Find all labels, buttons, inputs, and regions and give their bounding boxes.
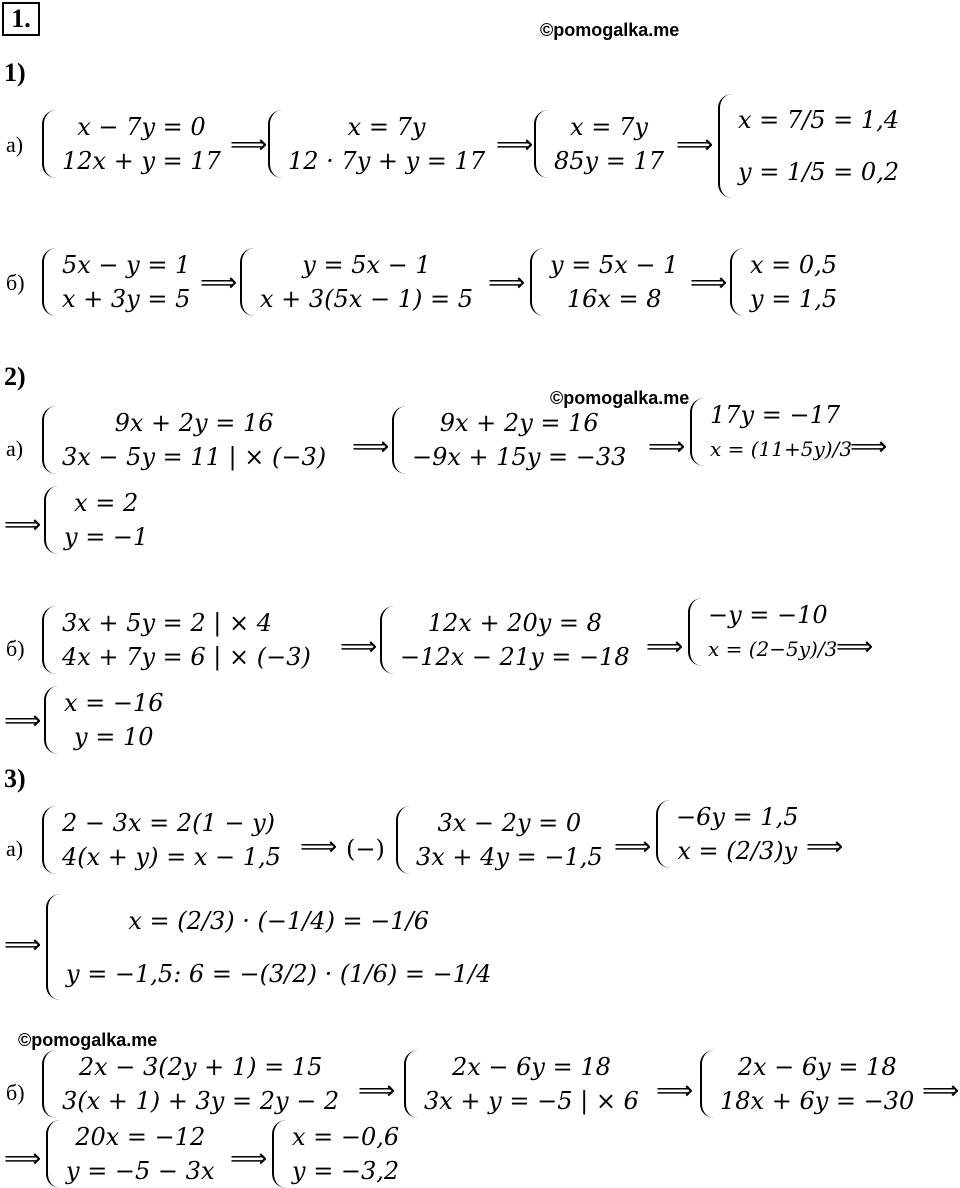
system-1a-4 (718, 94, 899, 198)
label-3b: б) (6, 1080, 25, 1105)
equation-line: 85y = 17 (554, 147, 665, 175)
implies-arrow: ⟹ (488, 268, 526, 298)
equation-line: 4x + 7y = 6 | × (−3) (62, 643, 311, 671)
implies-arrow: ⟹ (4, 510, 42, 540)
implies-arrow: ⟹ (922, 1076, 960, 1106)
system-3a-3 (656, 800, 798, 868)
implies-arrow: ⟹ (200, 268, 238, 298)
equation-line: y = 1,5 (750, 285, 838, 313)
equation-line: 3x + 5y = 2 | × 4 (62, 609, 272, 637)
equation-line: x = (2−5y)/3 (708, 637, 838, 661)
watermark: ©pomogalka.me (540, 20, 680, 40)
equation-line: x = −0,6 (292, 1123, 400, 1151)
watermark: ©pomogalka.me (18, 1030, 158, 1050)
equation-line: 17y = −17 (710, 401, 841, 429)
equation-line: y = −3,2 (292, 1157, 400, 1185)
equation-line: −y = −10 (708, 601, 828, 629)
equation-line: x = 7/5 = 1,4 (738, 106, 900, 134)
system-3b-2 (404, 1050, 639, 1118)
equation-line: y = −1 (64, 523, 149, 551)
part-3-heading: 3) (4, 764, 26, 793)
implies-arrow: ⟹ (836, 632, 874, 662)
system-1b-1 (42, 248, 190, 316)
implies-arrow: ⟹ (4, 706, 42, 736)
implies-arrow: ⟹ (690, 268, 728, 298)
equation-line: 2x − 3(2y + 1) = 15 (78, 1053, 323, 1081)
watermark: ©pomogalka.me (550, 388, 690, 408)
system-3a-2 (396, 806, 603, 874)
system-3a-4 (46, 894, 491, 1000)
system-3b-3 (700, 1050, 914, 1118)
equation-line: 18x + 6y = −30 (720, 1087, 915, 1115)
system-2a-3 (690, 398, 852, 466)
implies-arrow: ⟹ (4, 1144, 42, 1174)
equation-line: y = −1,5: 6 = −(3/2) · (1/6) = −1/4 (66, 959, 492, 988)
equation-line: 12x + y = 17 (62, 147, 221, 175)
equation-line: x = 7y (347, 113, 426, 141)
equation-line: 16x = 8 (566, 285, 662, 313)
system-3a-1 (42, 806, 281, 874)
implies-arrow: ⟹ (340, 632, 378, 662)
implies-arrow: ⟹ (646, 632, 684, 662)
subtract-label: (−) (346, 835, 385, 863)
equation-line: 3x − 5y = 11 | × (−3) (62, 443, 327, 471)
equation-line: 20x = −12 (75, 1123, 206, 1151)
system-2a-1 (42, 406, 326, 474)
equation-line: x − 7y = 0 (77, 113, 206, 141)
system-1a-3 (534, 110, 664, 178)
equation-line: 2x − 6y = 18 (737, 1053, 897, 1081)
problem-number: 1. (2, 2, 40, 36)
implies-arrow: ⟹ (656, 1076, 694, 1106)
equation-line: 5x − y = 1 (62, 251, 191, 279)
system-1b-2 (240, 248, 473, 316)
system-2b-4 (44, 686, 164, 754)
equation-line: 3x − 2y = 0 (437, 809, 582, 837)
system-3b-1 (42, 1050, 339, 1118)
equation-line: 2 − 3x = 2(1 − y) (62, 809, 275, 837)
implies-arrow: ⟹ (676, 130, 714, 160)
equation-line: 9x + 2y = 16 (439, 409, 599, 437)
equation-line: 3(x + 1) + 3y = 2y − 2 (62, 1087, 340, 1115)
label-1b: б) (6, 270, 25, 295)
label-1a: а) (6, 132, 24, 157)
equation-line: x = 0,5 (750, 251, 838, 279)
equation-line: x = (2/3)y (677, 837, 798, 865)
implies-arrow: ⟹ (806, 832, 844, 862)
equation-line: y = 10 (74, 723, 154, 751)
system-3b-5 (272, 1120, 399, 1188)
implies-arrow: ⟹ (300, 832, 338, 862)
equation-line: x = −16 (64, 689, 164, 717)
implies-arrow: ⟹ (352, 432, 390, 462)
equation-line: 2x − 6y = 18 (451, 1053, 611, 1081)
equation-line: 4(x + y) = x − 1,5 (62, 843, 281, 871)
system-3b-4 (46, 1120, 214, 1188)
equation-line: −6y = 1,5 (676, 803, 799, 831)
equation-line: x = (11+5y)/3 (710, 437, 853, 461)
part-2-heading: 2) (4, 362, 26, 391)
system-2b-3 (688, 598, 837, 666)
system-2b-1 (42, 606, 311, 674)
implies-arrow: ⟹ (230, 130, 268, 160)
label-2b: б) (6, 636, 25, 661)
label-3a: а) (6, 836, 24, 861)
equation-line: y = 5x − 1 (550, 251, 679, 279)
label-2a: а) (6, 436, 24, 461)
equation-line: −12x − 21y = −18 (400, 643, 630, 671)
implies-arrow: ⟹ (850, 432, 888, 462)
system-2a-2 (392, 406, 626, 474)
system-2a-4 (44, 486, 148, 554)
equation-line: x = 2 (74, 489, 139, 517)
implies-arrow: ⟹ (230, 1144, 268, 1174)
equation-line: 12 · 7y + y = 17 (288, 147, 486, 175)
system-1a-1 (42, 110, 221, 178)
implies-arrow: ⟹ (4, 930, 42, 960)
brace (42, 110, 58, 178)
equation-line: x = 7y (570, 113, 648, 141)
equation-line: 3x + 4y = −1,5 (416, 843, 603, 871)
equation-line: x = (2/3) · (−1/4) = −1/6 (128, 906, 430, 935)
implies-arrow: ⟹ (358, 1076, 396, 1106)
implies-arrow: ⟹ (496, 130, 534, 160)
equation-line: x + 3(5x − 1) = 5 (260, 285, 473, 313)
equation-line: −9x + 15y = −33 (412, 443, 627, 471)
implies-arrow: ⟹ (648, 432, 686, 462)
system-2b-2 (380, 606, 630, 674)
equation-line: x + 3y = 5 (62, 285, 191, 313)
system-1b-4 (730, 248, 837, 316)
equation-line: y = −5 − 3x (66, 1157, 215, 1185)
equation-line: 3x + y = −5 | × 6 (424, 1087, 639, 1115)
equation-line: 12x + 20y = 8 (427, 609, 602, 637)
part-1-heading: 1) (4, 58, 26, 87)
system-1b-3 (530, 248, 678, 316)
equation-line: y = 1/5 = 0,2 (738, 158, 900, 186)
implies-arrow: ⟹ (614, 832, 652, 862)
equation-line: 9x + 2y = 16 (114, 409, 274, 437)
system-1a-2 (268, 110, 485, 178)
equation-line: y = 5x − 1 (302, 251, 431, 279)
